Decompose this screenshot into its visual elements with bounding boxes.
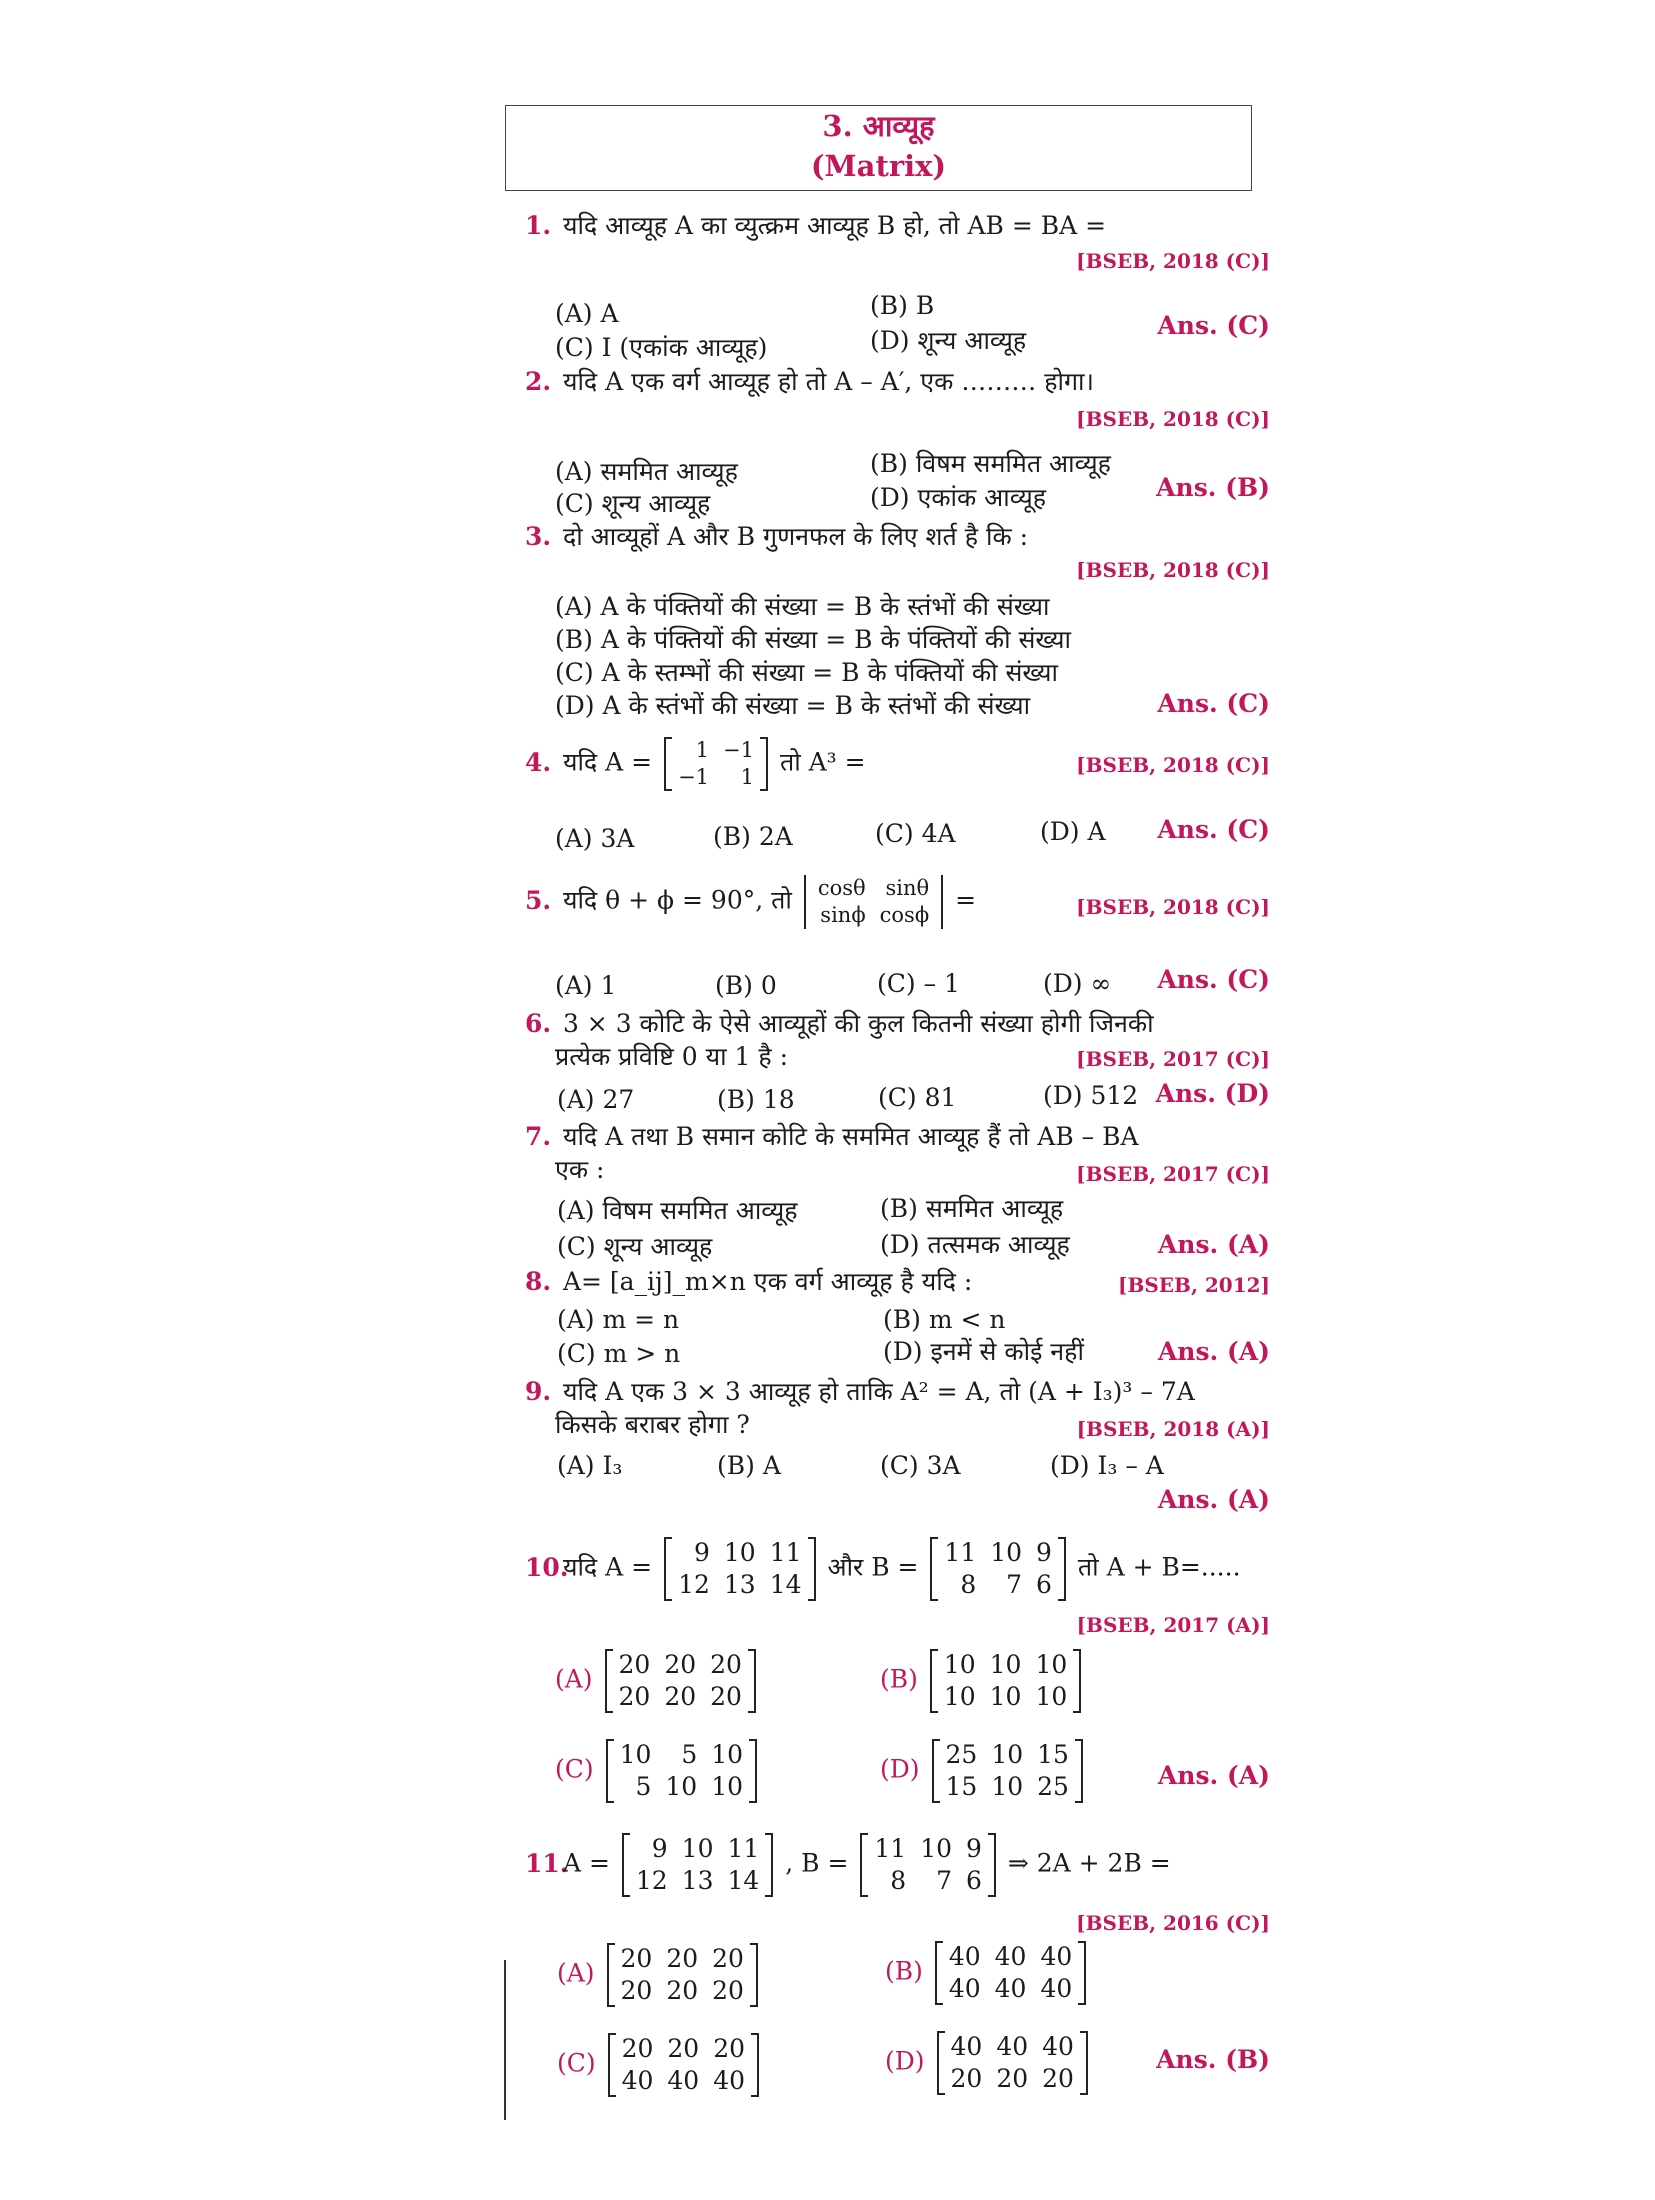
question-reference: [BSEB, 2018 (A)] [1076,1417,1270,1441]
question-reference: [BSEB, 2018 (C)] [1076,895,1270,919]
chapter-title-hindi: 3. आव्यूह [822,109,935,143]
question-text-tail: तो A³ = [779,747,866,777]
matrix-cell: 20 [710,1682,742,1711]
matrix-cell: 7 [1006,1570,1023,1599]
question-page [505,105,1280,2125]
matrix-table [942,1941,1079,2005]
option-label: (B) [885,1956,923,1986]
option-d: (D) A के स्तंभों की संख्या = B के स्तंभों की संख्या [555,691,1031,720]
option-c: (C) I (एकांक आव्यूह) [555,333,768,362]
option-b: (B) 18 [717,1085,795,1114]
matrix-cell: 10 [711,1740,744,1769]
matrix-table [613,1739,750,1803]
question-text: यदि A एक 3 × 3 आव्यूह हो ताकि A² = A, तो (A + I₃)³ – 7A [562,1377,1195,1406]
matrix-cell: 20 [621,2034,654,2063]
matrix-cell: 5 [635,1772,652,1801]
matrix-cell: 5 [681,1740,698,1769]
question-number: 11. [525,1848,569,1878]
matrix-cell: 6 [1036,1570,1052,1599]
matrix-cell: 11 [874,1834,907,1863]
option-label: (A) [555,1664,593,1694]
option-d: (D) शून्य आव्यूह [870,326,1027,355]
matrix-cell: 20 [620,1944,653,1973]
matrix-cell: 10 [711,1772,744,1801]
question-reference: [BSEB, 2017 (C)] [1076,1162,1270,1186]
option-label: (A) [557,1958,595,1988]
matrix-cell: 11 [727,1834,760,1863]
option-label: (B) [880,1664,918,1694]
matrix-cell: 10 [619,1740,652,1769]
question-4 [525,737,1280,867]
matrix-cell: 40 [713,2066,746,2095]
matrix-cell: 10 [991,1772,1024,1801]
option-matrix [606,1739,757,1803]
matrix-cell: 40 [948,1974,981,2003]
option-label: (D) [885,2046,925,2076]
matrix-cell: 10 [681,1834,714,1863]
matrix-cell: −1 [678,765,710,789]
matrix-cell: 14 [727,1866,760,1895]
matrix-cell: 20 [996,2064,1029,2093]
question-reference: [BSEB, 2018 (C)] [1076,407,1270,431]
question-reference: [BSEB, 2017 (A)] [1076,1613,1270,1637]
matrix-cell: 10 [1035,1650,1068,1679]
option-c: (C) शून्य आव्यूह [557,1232,713,1261]
matrix-table [671,1537,808,1601]
question-number: 3. [525,522,552,551]
matrix-cell: 10 [990,1538,1023,1567]
matrix-cell: 20 [618,1650,651,1679]
option-matrix [937,2031,1088,2095]
question-text: यदि A एक वर्ग आव्यूह हो तो A – A′, एक ……… होगा। [562,367,1095,396]
matrix-table [937,1649,1074,1713]
matrix-cell: 9 [651,1834,668,1863]
option-a: (A) सममित आव्यूह [555,457,738,486]
option-d: (D) A [1040,817,1106,846]
question-reference: [BSEB, 2016 (C)] [1076,1911,1270,1935]
option-c [557,2033,763,2097]
answer: Ans. (C) [1157,311,1270,340]
option-b: (B) 0 [715,971,777,1000]
matrix-cell: 10 [943,1682,976,1711]
matrix-cell: sinϕ [820,903,866,927]
matrix-cell: 20 [666,1944,699,1973]
question-6 [525,1007,1280,1122]
option-matrix [608,2033,759,2097]
matrix-b [930,1537,1066,1601]
matrix-cell: 6 [966,1866,982,1895]
option-label: (C) [555,1754,594,1784]
matrix-cell: 25 [1037,1772,1069,1801]
matrix-cell: 40 [1040,1942,1073,1971]
option-label: (D) [880,1754,920,1784]
option-d [880,1739,1087,1803]
matrix-cell: 10 [943,1650,976,1679]
answer: Ans. (A) [1157,1485,1270,1514]
option-c: (C) 81 [878,1083,957,1112]
matrix-cell: 1 [695,738,710,762]
question-number: 6. [525,1009,552,1038]
question-text-mid: और B = [827,1552,919,1582]
question-number: 1. [525,211,552,240]
question-number: 8. [525,1267,552,1296]
option-matrix [935,1941,1086,2005]
matrix-cell: 25 [945,1740,978,1769]
question-number: 2. [525,367,552,396]
option-b: (B) 2A [713,822,793,851]
question-text: यदि θ + ϕ = 90°, तो [562,885,792,915]
matrix-table [614,1943,751,2007]
matrix-cell: 20 [710,1650,742,1679]
answer: Ans. (A) [1157,1230,1270,1259]
option-d: (D) इनमें से कोई नहीं [883,1337,1084,1366]
matrix-cell: 7 [936,1866,952,1895]
question-number: 10. [525,1552,569,1582]
matrix-cell: 20 [950,2064,983,2093]
matrix-cell: 10 [989,1650,1022,1679]
question-7 [525,1120,1280,1275]
question-text: A = [562,1848,610,1878]
option-c [555,1739,761,1803]
matrix-cell: 20 [664,1682,697,1711]
option-a: (A) A [555,299,619,328]
chapter-title-box [505,105,1252,191]
option-c: (C) – 1 [877,969,960,998]
question-reference: [BSEB, 2018 (C)] [1076,753,1270,777]
matrix-cell: 1 [740,765,754,789]
matrix-table [944,2031,1081,2095]
option-c: (C) m > n [557,1339,681,1368]
question-text-line2: प्रत्येक प्रविष्टि 0 या 1 है : [555,1042,789,1071]
matrix-cell: 11 [944,1538,977,1567]
determinant-table [811,875,936,929]
option-a [555,1649,760,1713]
matrix-cell: 9 [693,1538,710,1567]
option-d: (D) एकांक आव्यूह [870,483,1047,512]
chapter-title-english: (Matrix) [810,149,947,183]
matrix-cell: cosϕ [879,903,930,927]
answer: Ans. (C) [1157,689,1270,718]
question-text: 3 × 3 कोटि के ऐसे आव्यूहों की कुल कितनी संख्या होगी जिनकी [562,1009,1154,1038]
option-label: (C) [557,2048,596,2078]
answer: Ans. (B) [1156,473,1270,502]
matrix-cell: 40 [994,1942,1027,1971]
option-c: (C) 3A [880,1451,961,1480]
matrix-cell: 12 [678,1570,710,1599]
option-c: (C) A के स्तम्भों की संख्या = B के पंक्तियों की संख्या [555,658,1058,687]
matrix-cell: 13 [723,1570,756,1599]
question-text: यदि A = [562,1552,653,1582]
option-a: (A) m = n [557,1305,680,1334]
question-number: 9. [525,1377,552,1406]
question-text: यदि A तथा B समान कोटि के सममित आव्यूह हैं तो AB – BA [562,1122,1139,1151]
matrix-table [615,2033,752,2097]
matrix-cell: 20 [667,2034,700,2063]
matrix-b [860,1833,996,1897]
matrix-cell: −1 [723,738,754,762]
option-a: (A) 3A [555,824,635,853]
matrix-cell: 8 [960,1570,977,1599]
question-2 [525,365,1280,520]
matrix-cell: 20 [666,1976,699,2005]
matrix-cell: sinθ [885,876,930,900]
question-text-mid: , B = [785,1848,849,1878]
option-d: (D) 512 [1043,1081,1139,1110]
matrix-cell: 20 [712,1976,744,2005]
matrix-cell: 20 [618,1682,651,1711]
question-3 [525,520,1280,720]
matrix-cell: 10 [665,1772,698,1801]
matrix-cell: 12 [635,1866,668,1895]
matrix-cell: 14 [769,1570,802,1599]
option-b [880,1649,1085,1713]
option-matrix [930,1649,1081,1713]
question-5 [525,875,1280,1015]
question-1 [525,209,1280,374]
answer: Ans. (D) [1155,1079,1270,1108]
question-text: दो आव्यूहों A और B गुणनफल के लिए शर्त है कि : [562,522,1029,551]
option-c: (C) 4A [875,819,956,848]
question-text: यदि आव्यूह A का व्युत्क्रम आव्यूह B हो, तो AB = BA = [562,211,1107,240]
matrix-cell: 40 [948,1942,981,1971]
matrix-cell: 13 [681,1866,714,1895]
matrix-cell: 40 [996,2032,1029,2061]
option-b: (B) विषम सममित आव्यूह [870,449,1111,478]
option-a: (A) A के पंक्तियों की संख्या = B के स्तंभों की संख्या [555,592,1050,621]
matrix-cell: 40 [1040,1974,1073,2003]
option-d: (D) ∞ [1043,969,1112,998]
matrix-table [939,1739,1076,1803]
matrix-table [937,1537,1059,1601]
question-number: 5. [525,885,552,915]
option-d: (D) I₃ – A [1050,1451,1164,1480]
option-b: (B) A [717,1451,781,1480]
question-number: 4. [525,747,552,777]
matrix-cell: 20 [713,2034,746,2063]
question-number: 7. [525,1122,552,1151]
matrix-cell: 11 [769,1538,802,1567]
question-text: A= [a_ij]_m×n एक वर्ग आव्यूह है यदि : [562,1267,973,1296]
answer: Ans. (B) [1156,2045,1270,2074]
answer: Ans. (C) [1157,965,1270,994]
question-8 [525,1265,1280,1375]
matrix-cell: 40 [950,2032,983,2061]
matrix-table [671,737,761,791]
determinant [804,875,943,929]
matrix-table [629,1833,766,1897]
matrix-table [612,1649,749,1713]
question-text-tail: = [955,885,977,915]
matrix-a [664,1537,815,1601]
option-b: (B) A के पंक्तियों की संख्या = B के पंक्तियों की संख्या [555,625,1072,654]
matrix-cell: 20 [664,1650,697,1679]
option-matrix [932,1739,1083,1803]
question-reference: [BSEB, 2018 (C)] [1076,558,1270,582]
option-a: (A) विषम सममित आव्यूह [557,1196,798,1225]
matrix-a [622,1833,773,1897]
matrix-cell: 8 [890,1866,907,1895]
question-reference: [BSEB, 2018 (C)] [1076,249,1270,273]
matrix-cell: 10 [991,1740,1024,1769]
matrix-cell: 10 [989,1682,1022,1711]
option-d [885,2031,1092,2095]
option-a: (A) I₃ [557,1451,623,1480]
question-11 [525,1833,1280,2123]
option-a [557,1943,762,2007]
question-reference: [BSEB, 2012] [1117,1273,1270,1297]
matrix-table [867,1833,989,1897]
question-reference: [BSEB, 2017 (C)] [1076,1047,1270,1071]
option-a: (A) 27 [557,1085,635,1114]
matrix-cell: 40 [1042,2032,1074,2061]
option-matrix [607,1943,758,2007]
question-text-line2: किसके बराबर होगा ? [555,1410,750,1439]
matrix-cell: 10 [920,1834,952,1863]
option-b: (B) m < n [883,1305,1006,1334]
matrix-cell: 10 [723,1538,756,1567]
matrix-cell: 9 [1036,1538,1052,1567]
matrix-cell: 20 [1042,2064,1074,2093]
option-b [885,1941,1090,2005]
option-b: (B) सममित आव्यूह [880,1194,1064,1223]
question-text-tail: ⇒ 2A + 2B = [1007,1848,1171,1878]
matrix-cell: 40 [621,2066,654,2095]
matrix-cell: 40 [994,1974,1027,2003]
matrix-cell: cosθ [817,876,866,900]
option-matrix [605,1649,756,1713]
option-b: (B) B [870,291,935,320]
option-c: (C) शून्य आव्यूह [555,489,711,518]
question-text: यदि A = [562,747,653,777]
matrix-cell: 40 [667,2066,700,2095]
matrix-cell: 15 [1037,1740,1069,1769]
question-text-tail: तो A + B=..... [1077,1552,1241,1582]
option-d: (D) तत्समक आव्यूह [880,1230,1070,1259]
answer: Ans. (A) [1157,1761,1270,1790]
option-a: (A) 1 [555,971,617,1000]
question-9 [525,1375,1280,1515]
question-10 [525,1537,1280,1827]
answer: Ans. (C) [1157,815,1270,844]
answer: Ans. (A) [1157,1337,1270,1366]
matrix-cell: 10 [1035,1682,1068,1711]
matrix-cell: 15 [945,1772,978,1801]
question-text-line2: एक : [555,1155,605,1184]
matrix-cell: 9 [966,1834,982,1863]
matrix-cell: 20 [620,1976,653,2005]
matrix-a [664,737,768,791]
matrix-cell: 20 [712,1944,744,1973]
